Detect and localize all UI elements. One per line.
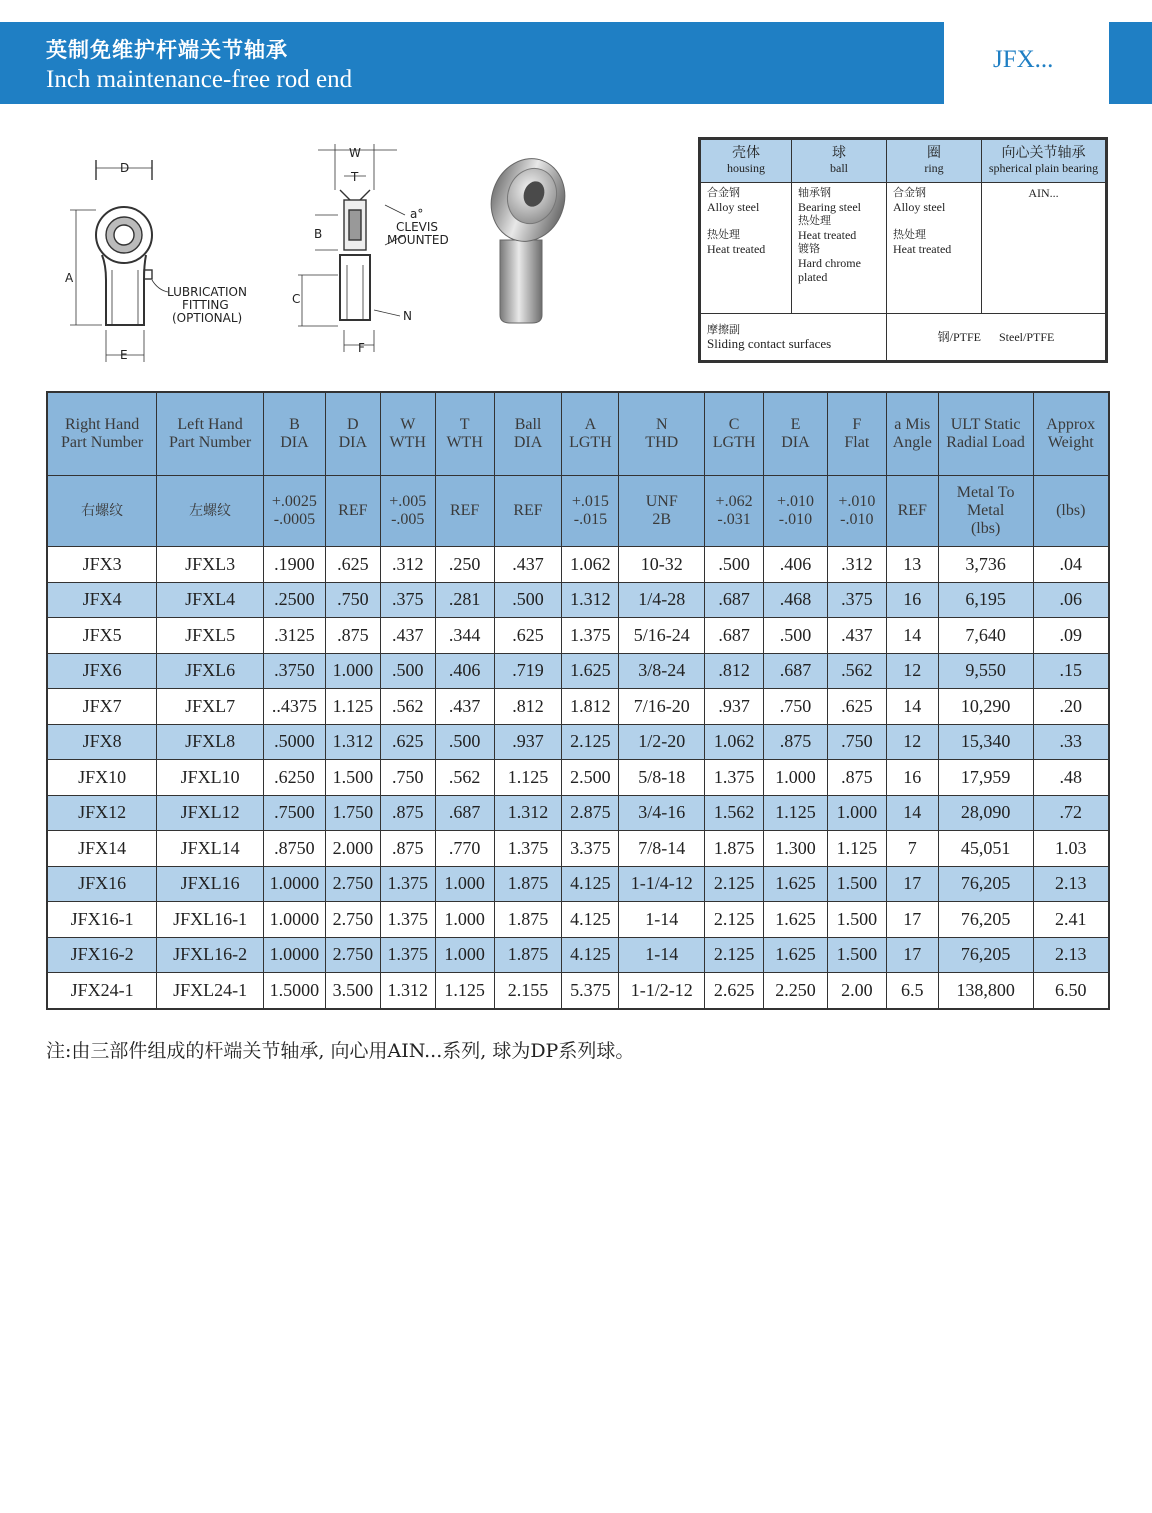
table-cell: 76,205 (938, 866, 1033, 902)
table-cell: .06 (1033, 582, 1109, 618)
table-row (47, 795, 1109, 831)
table-cell: .7500 (263, 795, 325, 831)
table-cell: 1.125 (764, 795, 828, 831)
table-cell: JFXL16-1 (157, 902, 264, 938)
header-cell: +.010 -.010 (764, 476, 828, 547)
table-cell: 2.000 (325, 831, 380, 867)
table-cell: 1.125 (827, 831, 886, 867)
table-cell: .281 (435, 582, 494, 618)
footnote: 注:由三部件组成的杆端关节轴承, 向心用AIN...系列, 球为DP系列球。 (46, 1040, 635, 1062)
header-cell: a Mis Angle (886, 392, 938, 476)
table-cell: .375 (380, 582, 435, 618)
table-cell: 3,736 (938, 547, 1033, 583)
table-cell: .750 (827, 724, 886, 760)
label-b: B (314, 227, 323, 241)
table-cell: JFXL5 (157, 618, 264, 654)
header-cell: Metal To Metal (lbs) (938, 476, 1033, 547)
table-cell: JFXL3 (157, 547, 264, 583)
header-cell: +.005 -.005 (380, 476, 435, 547)
table-cell: .8750 (263, 831, 325, 867)
table-cell: 2.875 (562, 795, 619, 831)
table-cell: 1.312 (380, 973, 435, 1009)
table-cell: 1.000 (435, 866, 494, 902)
table-cell: 2.125 (705, 866, 764, 902)
header-cell: N THD (619, 392, 705, 476)
table-cell: 1/4-28 (619, 582, 705, 618)
table-cell: 2.125 (705, 902, 764, 938)
header-cell: REF (886, 476, 938, 547)
header-row-h2 (47, 476, 1109, 547)
table-cell: .437 (827, 618, 886, 654)
table-cell: .770 (435, 831, 494, 867)
table-cell: 2.625 (705, 973, 764, 1009)
table-cell: JFX6 (47, 653, 157, 689)
label-n: N (403, 309, 412, 323)
table-cell: 4.125 (562, 902, 619, 938)
table-cell: JFX16-1 (47, 902, 157, 938)
table-cell: .875 (380, 795, 435, 831)
table-cell: JFXL14 (157, 831, 264, 867)
table-cell: 1.5000 (263, 973, 325, 1009)
table-cell: 10,290 (938, 689, 1033, 725)
table-cell: .437 (494, 547, 562, 583)
table-cell: 14 (886, 689, 938, 725)
table-row (47, 653, 1109, 689)
table-cell: 1.500 (325, 760, 380, 796)
table-cell: .312 (380, 547, 435, 583)
table-cell: 76,205 (938, 902, 1033, 938)
table-cell: .937 (705, 689, 764, 725)
table-cell: 2.13 (1033, 937, 1109, 973)
header-cell: Ball DIA (494, 392, 562, 476)
table-cell: 1.625 (764, 902, 828, 938)
table-cell: 1.125 (494, 760, 562, 796)
table-cell: .500 (380, 653, 435, 689)
table-cell: 1.625 (764, 937, 828, 973)
technical-drawings (40, 130, 680, 370)
table-cell: 17 (886, 937, 938, 973)
table-cell: JFXL10 (157, 760, 264, 796)
header-cell: E DIA (764, 392, 828, 476)
table-cell: 2.250 (764, 973, 828, 1009)
table-cell: .875 (325, 618, 380, 654)
table-cell: 1-1/4-12 (619, 866, 705, 902)
header-cell: +.015 -.015 (562, 476, 619, 547)
table-cell: 1.875 (494, 866, 562, 902)
table-cell: 12 (886, 653, 938, 689)
table-cell: 17,959 (938, 760, 1033, 796)
table-cell: 1.312 (325, 724, 380, 760)
table-cell: JFX14 (47, 831, 157, 867)
table-cell: 1.062 (562, 547, 619, 583)
table-cell: JFXL24-1 (157, 973, 264, 1009)
table-cell: 2.155 (494, 973, 562, 1009)
table-cell: 4.125 (562, 937, 619, 973)
table-cell: 1.375 (380, 937, 435, 973)
label-clevis-1: CLEVIS (396, 220, 439, 234)
table-cell: .875 (764, 724, 828, 760)
table-row (47, 831, 1109, 867)
table-cell: .09 (1033, 618, 1109, 654)
table-cell: JFX7 (47, 689, 157, 725)
table-cell: 7 (886, 831, 938, 867)
table-cell: .437 (380, 618, 435, 654)
table-cell: .750 (380, 760, 435, 796)
table-cell: 1.312 (494, 795, 562, 831)
header-cell: REF (435, 476, 494, 547)
table-cell: 1/2-20 (619, 724, 705, 760)
label-w: W (349, 146, 361, 160)
mat-ball-cell: 轴承钢 Bearing steel 热处理 Heat treated 镀铬 Hard chrome plated (792, 183, 887, 314)
table-cell: 4.125 (562, 866, 619, 902)
table-cell: 1.000 (435, 902, 494, 938)
table-cell: 13 (886, 547, 938, 583)
table-cell: 1.875 (705, 831, 764, 867)
table-cell: 1.0000 (263, 866, 325, 902)
label-a: A (65, 271, 74, 285)
table-cell: 12 (886, 724, 938, 760)
table-cell: 1.125 (435, 973, 494, 1009)
table-cell: .3750 (263, 653, 325, 689)
table-cell: 1.300 (764, 831, 828, 867)
table-cell: 1-1/2-12 (619, 973, 705, 1009)
table-cell: .406 (764, 547, 828, 583)
header-side-block (1109, 22, 1152, 104)
table-cell: .625 (325, 547, 380, 583)
table-cell: .687 (435, 795, 494, 831)
table-cell: 1.375 (705, 760, 764, 796)
table-cell: 6,195 (938, 582, 1033, 618)
table-row (47, 547, 1109, 583)
mat-housing-cell: 合金钢 Alloy steel 热处理 Heat treated (701, 183, 792, 314)
header-cell: REF (494, 476, 562, 547)
table-cell: .625 (494, 618, 562, 654)
table-cell: 7,640 (938, 618, 1033, 654)
table-cell: .812 (705, 653, 764, 689)
table-cell: 2.500 (562, 760, 619, 796)
table-cell: JFX3 (47, 547, 157, 583)
table-cell: .750 (764, 689, 828, 725)
table-cell: .250 (435, 547, 494, 583)
table-cell: .48 (1033, 760, 1109, 796)
table-cell: .1900 (263, 547, 325, 583)
label-c: C (292, 292, 301, 306)
header-row-h1 (47, 392, 1109, 476)
mat-sliding-value: 钢/PTFE Steel/PTFE (887, 314, 1106, 361)
table-cell: 2.13 (1033, 866, 1109, 902)
table-cell: .375 (827, 582, 886, 618)
table-cell: 28,090 (938, 795, 1033, 831)
table-cell: 2.750 (325, 937, 380, 973)
table-cell: 1-14 (619, 902, 705, 938)
table-cell: 138,800 (938, 973, 1033, 1009)
table-cell: .562 (435, 760, 494, 796)
label-lubrication-1: LUBRICATION (167, 285, 247, 299)
table-cell: 6.50 (1033, 973, 1109, 1009)
mat-sliding-label: 摩擦副 Sliding contact surfaces (701, 314, 887, 361)
table-cell: .6250 (263, 760, 325, 796)
table-cell: JFXL16-2 (157, 937, 264, 973)
header-cell: C LGTH (705, 392, 764, 476)
header-cell: A LGTH (562, 392, 619, 476)
header-cell: REF (325, 476, 380, 547)
header-cell: 左螺纹 (157, 476, 264, 547)
mat-bearing-cell: AIN... (982, 183, 1106, 314)
table-cell: .937 (494, 724, 562, 760)
table-cell: 1.625 (764, 866, 828, 902)
table-cell: 16 (886, 582, 938, 618)
table-cell: .687 (705, 618, 764, 654)
table-cell: 1.0000 (263, 902, 325, 938)
table-cell: JFXL16 (157, 866, 264, 902)
label-lubrication-2: FITTING (182, 298, 229, 312)
table-cell: JFXL8 (157, 724, 264, 760)
rod-end-product-image (480, 148, 576, 323)
table-cell: .437 (435, 689, 494, 725)
header-cell: Left Hand Part Number (157, 392, 264, 476)
label-e: E (120, 348, 128, 362)
table-cell: .468 (764, 582, 828, 618)
table-cell: 2.750 (325, 866, 380, 902)
spec-table-body (47, 547, 1109, 1009)
table-cell: .625 (827, 689, 886, 725)
table-cell: JFX16-2 (47, 937, 157, 973)
header-banner (0, 22, 944, 104)
table-cell: .04 (1033, 547, 1109, 583)
table-cell: .625 (380, 724, 435, 760)
materials-table (698, 137, 1108, 363)
table-cell: .33 (1033, 724, 1109, 760)
table-cell: .15 (1033, 653, 1109, 689)
table-cell: JFX8 (47, 724, 157, 760)
table-cell: 1.375 (494, 831, 562, 867)
table-cell: .500 (705, 547, 764, 583)
table-cell: .2500 (263, 582, 325, 618)
header-cell: Right Hand Part Number (47, 392, 157, 476)
table-cell: .500 (494, 582, 562, 618)
table-cell: .500 (764, 618, 828, 654)
table-cell: JFX12 (47, 795, 157, 831)
table-cell: 17 (886, 902, 938, 938)
table-cell: .719 (494, 653, 562, 689)
table-row (47, 866, 1109, 902)
table-cell: 1.125 (325, 689, 380, 725)
table-cell: 1.000 (435, 937, 494, 973)
table-cell: 1.875 (494, 902, 562, 938)
table-cell: 1.875 (494, 937, 562, 973)
table-cell: .750 (325, 582, 380, 618)
table-cell: 5/8-18 (619, 760, 705, 796)
table-cell: 1.375 (562, 618, 619, 654)
mat-ring-cell: 合金钢 Alloy steel 热处理 Heat treated (887, 183, 982, 314)
table-cell: 7/16-20 (619, 689, 705, 725)
table-cell: JFX24-1 (47, 973, 157, 1009)
mat-header-ring: 圈 ring (887, 140, 982, 183)
table-row (47, 724, 1109, 760)
table-cell: 6.5 (886, 973, 938, 1009)
table-cell: 10-32 (619, 547, 705, 583)
table-cell: 1.750 (325, 795, 380, 831)
table-cell: .3125 (263, 618, 325, 654)
table-cell: 14 (886, 795, 938, 831)
label-lubrication-3: (OPTIONAL) (172, 311, 243, 325)
title-cn: 英制免维护杆端关节轴承 (46, 38, 288, 62)
table-cell: 1.500 (827, 866, 886, 902)
table-cell: 17 (886, 866, 938, 902)
table-cell: JFXL7 (157, 689, 264, 725)
table-cell: 3.500 (325, 973, 380, 1009)
label-t: T (351, 170, 359, 184)
mat-header-ball: 球 ball (792, 140, 887, 183)
table-cell: 1.812 (562, 689, 619, 725)
table-cell: 1.500 (827, 937, 886, 973)
table-cell: ..4375 (263, 689, 325, 725)
table-cell: .312 (827, 547, 886, 583)
table-row (47, 937, 1109, 973)
table-cell: .562 (380, 689, 435, 725)
table-cell: 9,550 (938, 653, 1033, 689)
table-cell: JFXL4 (157, 582, 264, 618)
series-label: JFX... (993, 46, 1054, 73)
header-cell: +.062 -.031 (705, 476, 764, 547)
mat-header-bearing: 向心关节轴承 spherical plain bearing (982, 140, 1106, 183)
label-angle: a° (410, 207, 424, 221)
table-cell: JFX4 (47, 582, 157, 618)
table-cell: 3/8-24 (619, 653, 705, 689)
table-cell: 7/8-14 (619, 831, 705, 867)
table-cell: .344 (435, 618, 494, 654)
table-row (47, 582, 1109, 618)
table-cell: .72 (1033, 795, 1109, 831)
table-cell: 2.41 (1033, 902, 1109, 938)
header-cell: Approx Weight (1033, 392, 1109, 476)
header-cell: D DIA (325, 392, 380, 476)
table-cell: 14 (886, 618, 938, 654)
table-cell: .20 (1033, 689, 1109, 725)
header-cell: ULT Static Radial Load (938, 392, 1033, 476)
table-cell: 2.750 (325, 902, 380, 938)
header-cell: B DIA (263, 392, 325, 476)
table-cell: 1.000 (764, 760, 828, 796)
front-view-drawing (70, 160, 168, 362)
header-cell: T WTH (435, 392, 494, 476)
table-cell: 5.375 (562, 973, 619, 1009)
table-cell: JFX5 (47, 618, 157, 654)
table-cell: .687 (764, 653, 828, 689)
table-cell: 5/16-24 (619, 618, 705, 654)
table-cell: 2.00 (827, 973, 886, 1009)
table-row (47, 902, 1109, 938)
table-cell: 1.625 (562, 653, 619, 689)
table-cell: 1-14 (619, 937, 705, 973)
table-cell: .500 (435, 724, 494, 760)
table-cell: 1.000 (325, 653, 380, 689)
header-cell: F Flat (827, 392, 886, 476)
mat-header-housing: 壳体 housing (701, 140, 792, 183)
table-cell: 1.03 (1033, 831, 1109, 867)
header-cell: UNF 2B (619, 476, 705, 547)
table-cell: 45,051 (938, 831, 1033, 867)
header-cell: (lbs) (1033, 476, 1109, 547)
label-d: D (120, 161, 130, 175)
table-cell: JFX16 (47, 866, 157, 902)
table-cell: 1.000 (827, 795, 886, 831)
table-cell: 1.062 (705, 724, 764, 760)
table-cell: 3.375 (562, 831, 619, 867)
header-cell: +.0025 -.0005 (263, 476, 325, 547)
spec-table-header (47, 392, 1109, 547)
table-cell: .812 (494, 689, 562, 725)
table-cell: 16 (886, 760, 938, 796)
table-cell: .687 (705, 582, 764, 618)
table-cell: .5000 (263, 724, 325, 760)
table-cell: .562 (827, 653, 886, 689)
label-f: F (358, 341, 365, 355)
table-cell: 1.562 (705, 795, 764, 831)
table-cell: 1.500 (827, 902, 886, 938)
table-cell: 2.125 (705, 937, 764, 973)
table-cell: .875 (380, 831, 435, 867)
table-cell: 1.375 (380, 902, 435, 938)
header-cell: +.010 -.010 (827, 476, 886, 547)
table-cell: .406 (435, 653, 494, 689)
table-cell: .875 (827, 760, 886, 796)
label-clevis-2: MOUNTED (387, 233, 449, 247)
title-en: Inch maintenance-free rod end (46, 66, 353, 93)
table-row (47, 760, 1109, 796)
header-cell: 右螺纹 (47, 476, 157, 547)
table-cell: JFXL12 (157, 795, 264, 831)
table-cell: 2.125 (562, 724, 619, 760)
table-row (47, 973, 1109, 1009)
table-row (47, 689, 1109, 725)
table-cell: 3/4-16 (619, 795, 705, 831)
table-row (47, 618, 1109, 654)
spec-table (46, 391, 1110, 1010)
table-cell: JFX10 (47, 760, 157, 796)
table-cell: 1.312 (562, 582, 619, 618)
table-cell: 76,205 (938, 937, 1033, 973)
header-cell: W WTH (380, 392, 435, 476)
table-cell: JFXL6 (157, 653, 264, 689)
table-cell: 15,340 (938, 724, 1033, 760)
table-cell: 1.0000 (263, 937, 325, 973)
table-cell: 1.375 (380, 866, 435, 902)
